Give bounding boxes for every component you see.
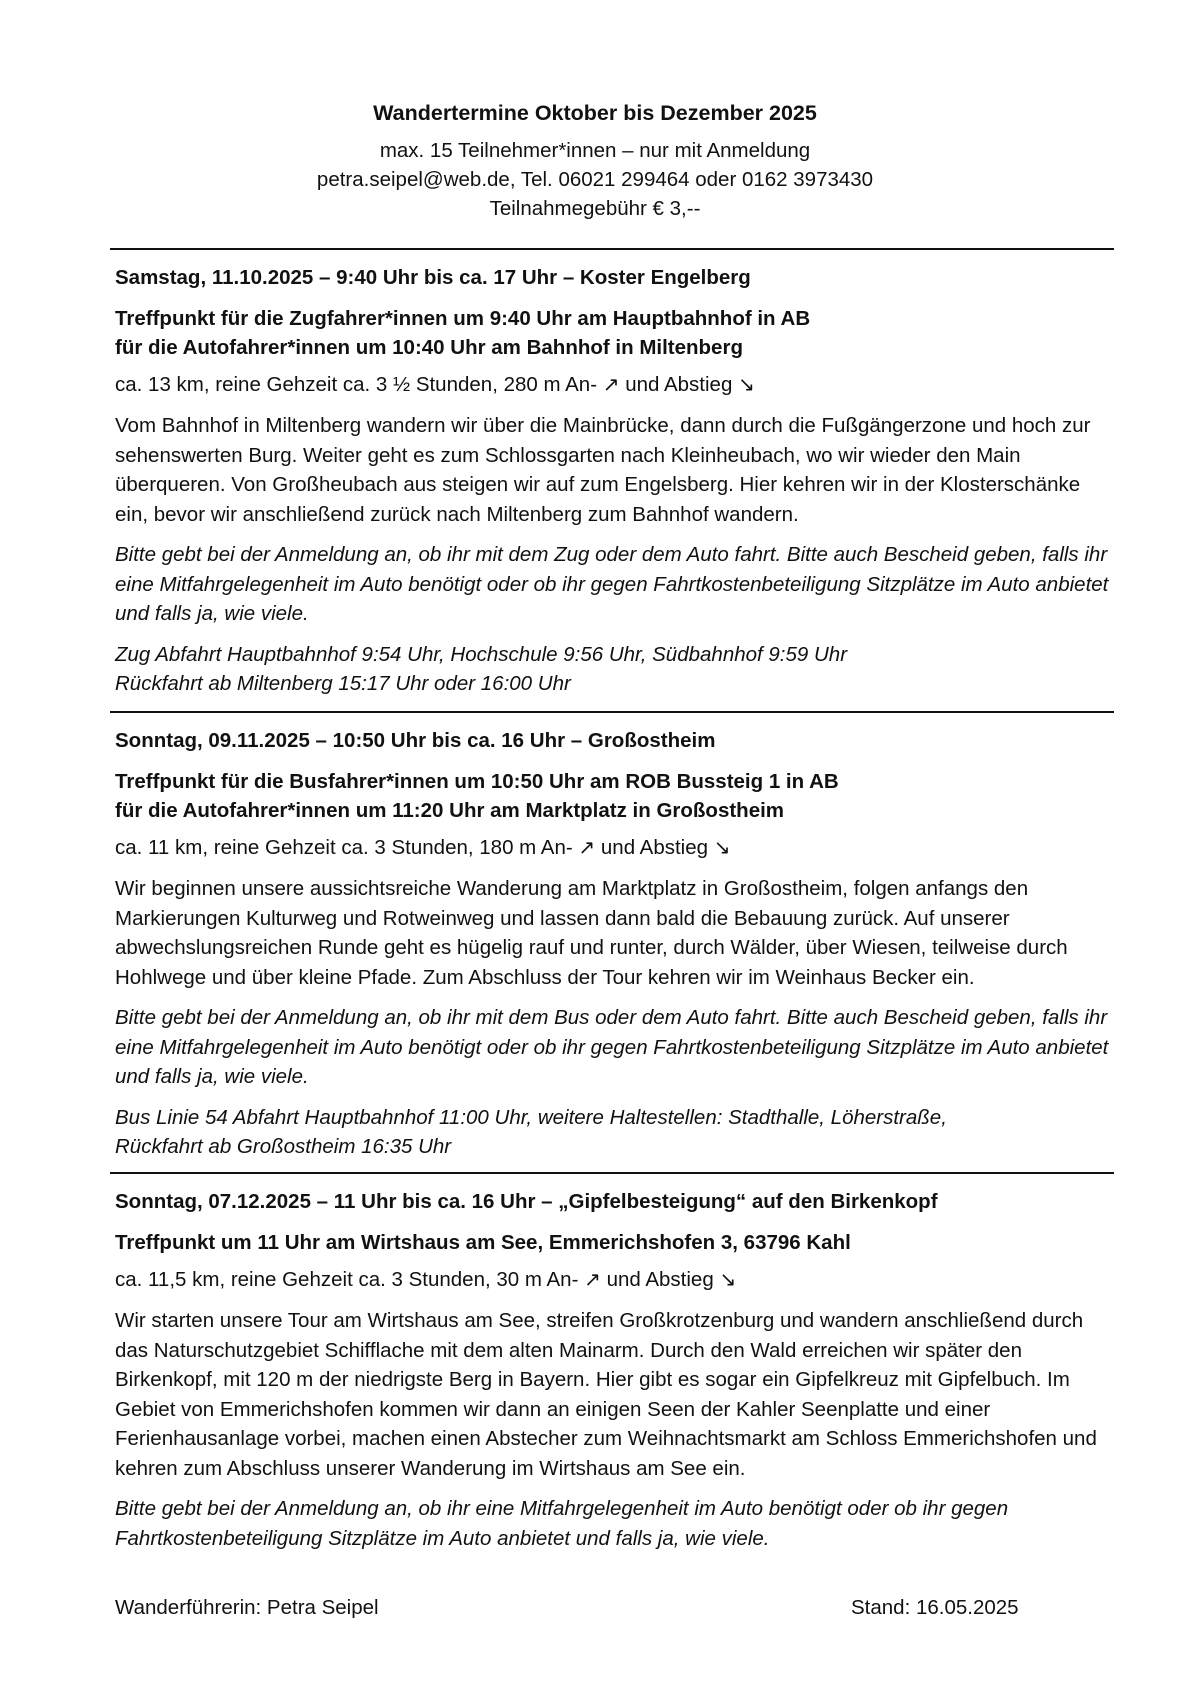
event-heading: Sonntag, 07.12.2025 – 11 Uhr bis ca. 16 Uhr – „Gipfelbesteigung“ auf den Birkenkopf: [115, 1190, 938, 1213]
event-note: Bitte gebt bei der Anmeldung an, ob ihr mit dem Bus oder dem Auto fahrt. Bitte auch Bescheid geben, falls ihr eine Mitfahrgelegenheit im Auto benötigt oder ob ihr gegen Fahrtkostenbeteiligung Sitzplätze im Auto anbietet und falls ja, wie viele.: [115, 1006, 1109, 1088]
event-note: Bitte gebt bei der Anmeldung an, ob ihr mit dem Zug oder dem Auto fahrt. Bitte auch Bescheid geben, falls ihr eine Mitfahrgelegenheit im Auto benötigt oder ob ihr gegen Fahrtkostenbeteiligung Sitzplätze im Auto anbietet und falls ja, wie viele.: [115, 543, 1109, 625]
stats-text: und Abstieg: [600, 836, 709, 859]
contact-info: petra.seipel@web.de, Tel. 06021 299464 oder 0162 3973430: [316, 168, 874, 191]
participant-limit: max. 15 Teilnehmer*innen – nur mit Anmeldung: [379, 139, 811, 162]
event-october: [115, 265, 1115, 699]
event-november: [115, 728, 1115, 1162]
meeting-line: für die Autofahrer*innen um 11:20 Uhr am Marktplatz in Großostheim: [115, 799, 785, 822]
stats-text: und Abstieg: [606, 1268, 714, 1291]
arrow-down-right-icon: ↘: [713, 835, 731, 859]
event-description: Vom Bahnhof in Miltenberg wandern wir über die Mainbrücke, dann durch die Fußgängerzone und hoch zur sehenswerten Burg. Weiter geht es zum Schlossgarten nach Kleinheubach, wo wir wieder den Main überqueren. Von Großheubach aus steigen wir auf zum Engelsberg. Hier kehren wir in der Klosterschänke ein, bevor wir anschließend zurück nach Miltenberg zum Bahnhof wandern.: [115, 414, 1091, 526]
transport-line: Bus Linie 54 Abfahrt Hauptbahnhof 11:00 Uhr, weitere Haltestellen: Stadthalle, Löherstraße,: [115, 1105, 947, 1129]
divider: [110, 1172, 1114, 1174]
arrow-up-right-icon: ↗: [584, 1267, 601, 1291]
meeting-line: für die Autofahrer*innen um 10:40 Uhr am Bahnhof in Miltenberg: [115, 336, 743, 359]
divider: [110, 248, 1114, 250]
transport-line: Rückfahrt ab Miltenberg 15:17 Uhr oder 16:00 Uhr: [115, 672, 571, 695]
arrow-down-right-icon: ↘: [719, 1267, 737, 1291]
event-stats: [115, 371, 1115, 399]
event-december: [115, 1189, 1115, 1564]
participation-fee: Teilnahmegebühr € 3,--: [489, 197, 701, 220]
event-stats: [115, 834, 1115, 862]
arrow-up-right-icon: ↗: [578, 835, 596, 859]
stats-text: und Abstieg: [625, 373, 733, 396]
event-note: Bitte gebt bei der Anmeldung an, ob ihr eine Mitfahrgelegenheit im Auto benötigt oder ob ihr gegen Fahrtkostenbeteiligung Sitzplätze im Auto anbietet und falls ja, wie viele.: [115, 1497, 1009, 1550]
stats-text: ca. 11 km, reine Gehzeit ca. 3 Stunden, 180 m An-: [115, 836, 573, 859]
meeting-line: Treffpunkt für die Busfahrer*innen um 10:50 Uhr am ROB Bussteig 1 in AB: [115, 770, 839, 793]
event-heading: Sonntag, 09.11.2025 – 10:50 Uhr bis ca. 16 Uhr – Großostheim: [115, 729, 716, 752]
document-date: Stand: 16.05.2025: [851, 1596, 1019, 1619]
event-meeting-point: [115, 767, 1115, 825]
page-title: Wandertermine Oktober bis Dezember 2025: [373, 101, 817, 125]
event-stats: [115, 1266, 1115, 1294]
arrow-up-right-icon: ↗: [602, 372, 620, 396]
event-transport: [115, 1103, 1115, 1162]
event-heading: Samstag, 11.10.2025 – 9:40 Uhr bis ca. 17 Uhr – Koster Engelberg: [115, 266, 751, 289]
event-description: Wir starten unsere Tour am Wirtshaus am See, streifen Großkrotzenburg und wandern anschließend durch das Naturschutzgebiet Schifflache mit dem alten Mainarm. Durch den Wald erreichen wir später den Birkenkopf, mit 120 m der niedrigste Berg in Bayern. Hier gibt es sogar ein Gipfelkreuz mit Gipfelbuch. Im Gebiet von Emmerichshofen kommen wir dann an einigen Seen der Kahler Seenplatte und einer Ferienhausanlage vorbei, machen einen Abstecher zum Weihnachtsmarkt am Schloss Emmerichshofen und kehren zum Abschluss unserer Wanderung im Wirtshaus am See ein.: [115, 1309, 1097, 1480]
transport-line: Rückfahrt ab Großostheim 16:35 Uhr: [115, 1135, 452, 1158]
stats-text: ca. 13 km, reine Gehzeit ca. 3 ½ Stunden, 280 m An-: [115, 373, 598, 396]
event-transport: [115, 640, 1115, 699]
event-meeting-point: [115, 304, 1115, 362]
document-header: [27, 100, 1163, 223]
event-meeting-point: [115, 1228, 1115, 1257]
transport-line: Zug Abfahrt Hauptbahnhof 9:54 Uhr, Hochschule 9:56 Uhr, Südbahnhof 9:59 Uhr: [115, 642, 848, 666]
meeting-line: Treffpunkt um 11 Uhr am Wirtshaus am See, Emmerichshofen 3, 63796 Kahl: [115, 1231, 851, 1254]
event-description: Wir beginnen unsere aussichtsreiche Wanderung am Marktplatz in Großostheim, folgen anfangs den Markierungen Kulturweg und Rotweinweg und lassen dann bald die Bebauung zurück. Auf unserer abwechslungsreichen Runde geht es hügelig rauf und runter, durch Wälder, über Wiesen, teilweise durch Hohlwege und über kleine Pfade. Zum Abschluss der Tour kehren wir im Weinhaus Becker ein.: [115, 877, 1068, 989]
hike-leader: Wanderführerin: Petra Seipel: [115, 1596, 379, 1619]
arrow-down-right-icon: ↘: [738, 372, 755, 396]
stats-text: ca. 11,5 km, reine Gehzeit ca. 3 Stunden, 30 m An-: [115, 1268, 579, 1291]
divider: [110, 711, 1114, 713]
meeting-line: Treffpunkt für die Zugfahrer*innen um 9:40 Uhr am Hauptbahnhof in AB: [115, 307, 811, 330]
